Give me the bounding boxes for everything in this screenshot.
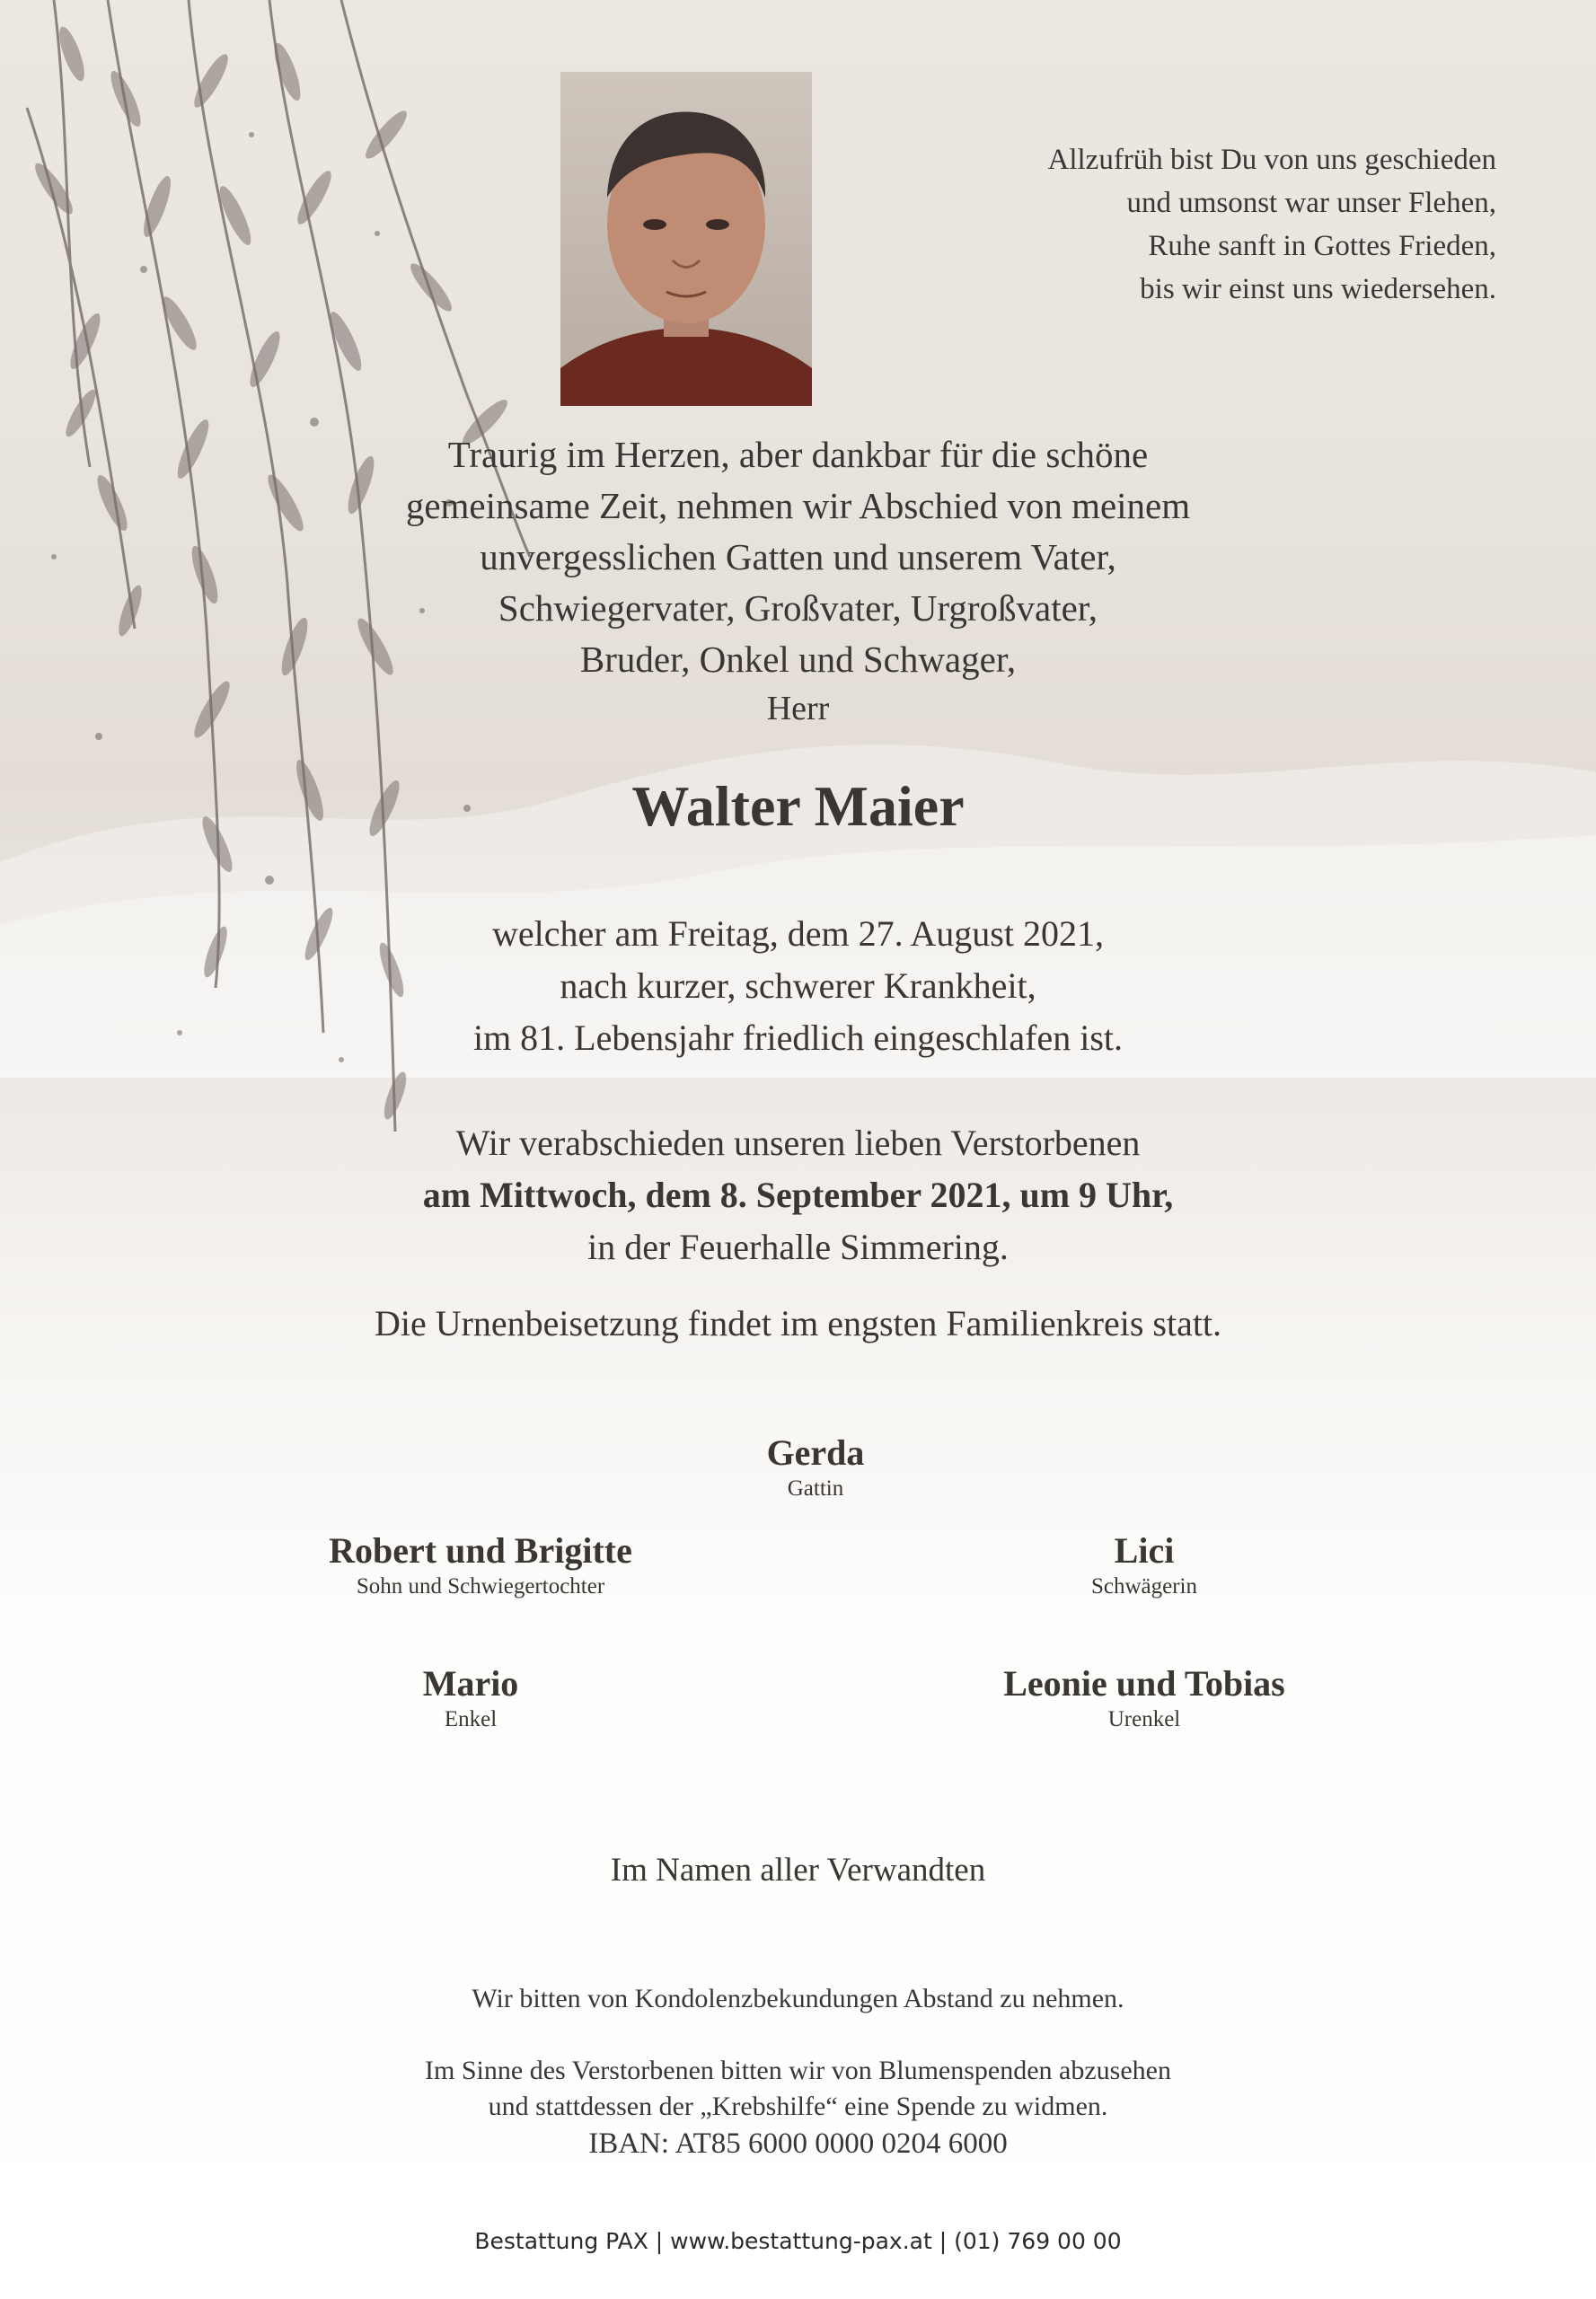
death-line: im 81. Lebensjahr friedlich eingeschlafen ist.: [472, 1017, 1124, 1058]
salutation: Herr: [766, 690, 830, 727]
mourner-son: [211, 1528, 750, 1600]
farewell-notice: [0, 1117, 1596, 1273]
intro-text: [0, 429, 1596, 685]
poem-line: Allzufrüh bist Du von uns geschieden: [1047, 144, 1496, 176]
iban: IBAN: AT85 6000 0000 0204 6000: [588, 2127, 1008, 2160]
poem-line: und umsonst war unser Flehen,: [1126, 187, 1496, 219]
funeral-home-footer: Bestattung PAX | www.bestattung-pax.at | (01) 769 00 00: [474, 2228, 1122, 2254]
death-line: welcher am Freitag, dem 27. August 2021,: [492, 913, 1104, 954]
mourner-relation: Urenkel: [1107, 1707, 1181, 1731]
intro-line: Traurig im Herzen, aber dankbar für die schöne: [447, 434, 1149, 475]
poem-line: Ruhe sanft in Gottes Frieden,: [1148, 230, 1496, 262]
portrait-photo: [560, 72, 812, 406]
condolence-note: Wir bitten von Kondolenzbekundungen Abstand zu nehmen.: [472, 1984, 1124, 2013]
mourner-name: Gerda: [766, 1432, 865, 1473]
death-line: nach kurzer, schwerer Krankheit,: [560, 965, 1036, 1006]
intro-line: unvergesslichen Gatten und unserem Vater,: [480, 536, 1116, 577]
death-notice: [0, 908, 1596, 1064]
intro-line: Schwiegervater, Großvater, Urgroßvater,: [498, 587, 1098, 629]
deceased-name: Walter Maier: [631, 774, 965, 838]
urn-note: Die Urnenbeisetzung findet im engsten Familienkreis statt.: [374, 1303, 1222, 1343]
intro-line: Bruder, Onkel und Schwager,: [579, 639, 1017, 680]
intro-line: gemeinsame Zeit, nehmen wir Abschied von meinem: [405, 485, 1191, 526]
mourner-name: Lici: [1114, 1530, 1175, 1571]
flowers-line: Im Sinne des Verstorbenen bitten wir von Blumenspenden abzusehen: [425, 2056, 1171, 2085]
mourner-wife: [546, 1431, 1085, 1502]
mourner-grandchild: [201, 1661, 740, 1733]
farewell-line: Wir verabschieden unseren lieben Verstorbenen: [455, 1123, 1141, 1163]
farewell-location: in der Feuerhalle Simmering.: [587, 1227, 1009, 1267]
mourner-relation: Schwägerin: [1090, 1574, 1198, 1599]
flowers-note: [0, 2053, 1596, 2162]
mourner-relation: Sohn und Schwiegertochter: [356, 1574, 605, 1599]
mourner-great-grandchildren: [875, 1661, 1414, 1733]
flowers-line: und stattdessen der „Krebshilfe“ eine Spende zu widmen.: [488, 2092, 1108, 2121]
mourner-name: Leonie und Tobias: [1003, 1663, 1285, 1704]
mourner-relation: Gattin: [787, 1476, 844, 1501]
poem-line: bis wir einst uns wiedersehen.: [1140, 273, 1496, 305]
mourner-relation: Enkel: [444, 1707, 498, 1731]
poem: [898, 138, 1496, 311]
farewell-date: am Mittwoch, dem 8. September 2021, um 9 Uhr,: [422, 1175, 1174, 1215]
relatives-line: Im Namen aller Verwandten: [610, 1852, 986, 1889]
mourner-sister-in-law: [875, 1528, 1414, 1600]
mourner-name: Robert und Brigitte: [329, 1530, 632, 1571]
mourner-name: Mario: [422, 1663, 519, 1704]
